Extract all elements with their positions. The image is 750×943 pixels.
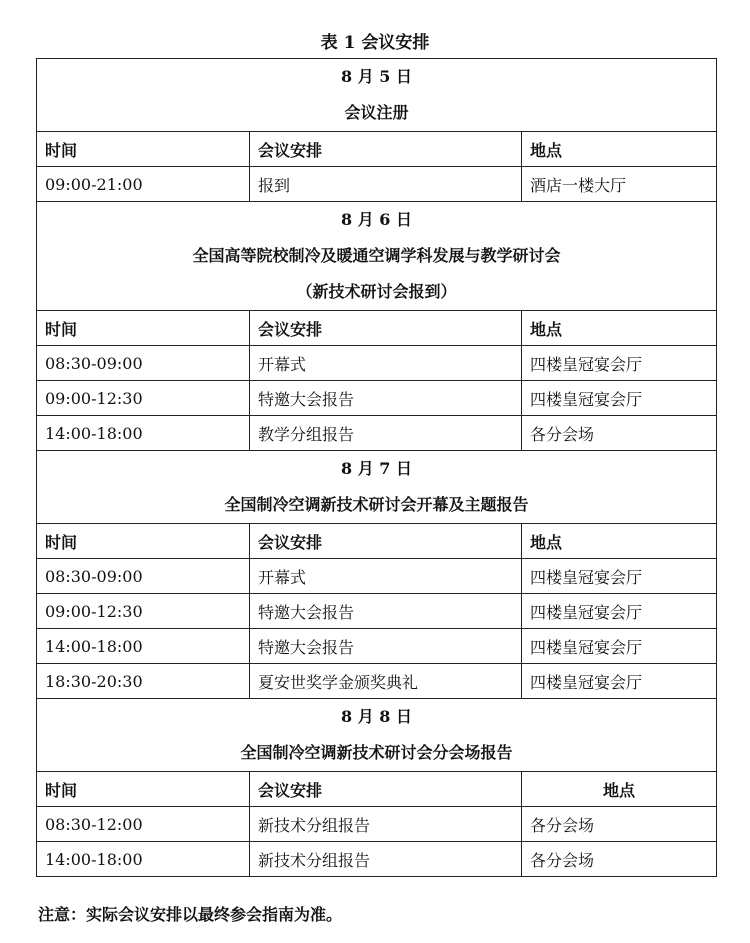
- day-date: 8 月 6 日: [341, 210, 412, 229]
- location-cell: 四楼皇冠宴会厅: [522, 559, 717, 594]
- column-header-row: [37, 311, 717, 346]
- table-row: [37, 416, 717, 451]
- footnote: 注意：实际会议安排以最终参会指南为准。: [38, 905, 343, 924]
- header-time: 时间: [37, 132, 250, 167]
- location-cell: 各分会场: [522, 416, 717, 451]
- table-row: [37, 167, 717, 202]
- time-cell: 14:00-18:00: [37, 842, 250, 877]
- schedule-table: [36, 58, 717, 877]
- day-header-cell: [37, 699, 717, 772]
- header-agenda: 会议安排: [250, 772, 522, 807]
- day-header-row: [37, 451, 717, 524]
- location-cell: 各分会场: [522, 842, 717, 877]
- location-cell: 四楼皇冠宴会厅: [522, 664, 717, 699]
- table-row: [37, 842, 717, 877]
- header-time: 时间: [37, 311, 250, 346]
- day-subtitle: 全国高等院校制冷及暖通空调学科发展与教学研讨会: [192, 246, 561, 265]
- day-date: 8 月 7 日: [341, 459, 412, 478]
- header-time: 时间: [37, 524, 250, 559]
- agenda-cell: 新技术分组报告: [250, 807, 522, 842]
- day-date: 8 月 5 日: [341, 67, 412, 86]
- time-cell: 09:00-12:30: [37, 381, 250, 416]
- table-row: [37, 559, 717, 594]
- header-agenda: 会议安排: [250, 524, 522, 559]
- column-header-row: [37, 132, 717, 167]
- time-cell: 14:00-18:00: [37, 416, 250, 451]
- day-subtitle: （新技术研讨会报到）: [296, 282, 457, 301]
- agenda-cell: 开幕式: [250, 559, 522, 594]
- day-header-row: [37, 59, 717, 132]
- table-row: [37, 664, 717, 699]
- day-header-cell: [37, 59, 717, 132]
- column-header-row: [37, 524, 717, 559]
- location-cell: 酒店一楼大厅: [522, 167, 717, 202]
- agenda-cell: 特邀大会报告: [250, 594, 522, 629]
- time-cell: 08:30-09:00: [37, 559, 250, 594]
- day-date: 8 月 8 日: [341, 707, 412, 726]
- location-cell: 四楼皇冠宴会厅: [522, 381, 717, 416]
- header-location: 地点: [522, 311, 717, 346]
- day-subtitle: 会议注册: [344, 103, 409, 122]
- location-cell: 各分会场: [522, 807, 717, 842]
- time-cell: 09:00-21:00: [37, 167, 250, 202]
- agenda-cell: 夏安世奖学金颁奖典礼: [250, 664, 522, 699]
- time-cell: 08:30-12:00: [37, 807, 250, 842]
- day-header-row: [37, 699, 717, 772]
- table-title: 表 1 会议安排: [320, 33, 430, 53]
- table-row: [37, 381, 717, 416]
- time-cell: 08:30-09:00: [37, 346, 250, 381]
- table-row: [37, 807, 717, 842]
- column-header-row: [37, 772, 717, 807]
- header-agenda: 会议安排: [250, 311, 522, 346]
- header-time: 时间: [37, 772, 250, 807]
- day-header-row: [37, 202, 717, 311]
- table-row: [37, 346, 717, 381]
- agenda-cell: 教学分组报告: [250, 416, 522, 451]
- table-row: [37, 629, 717, 664]
- header-location: 地点: [522, 524, 717, 559]
- agenda-cell: 特邀大会报告: [250, 629, 522, 664]
- agenda-cell: 开幕式: [250, 346, 522, 381]
- table-row: [37, 594, 717, 629]
- location-cell: 四楼皇冠宴会厅: [522, 346, 717, 381]
- time-cell: 14:00-18:00: [37, 629, 250, 664]
- time-cell: 09:00-12:30: [37, 594, 250, 629]
- time-cell: 18:30-20:30: [37, 664, 250, 699]
- header-location: 地点: [522, 132, 717, 167]
- location-cell: 四楼皇冠宴会厅: [522, 594, 717, 629]
- agenda-cell: 特邀大会报告: [250, 381, 522, 416]
- day-subtitle: 全国制冷空调新技术研讨会开幕及主题报告: [224, 495, 529, 514]
- agenda-cell: 新技术分组报告: [250, 842, 522, 877]
- header-location: 地点: [522, 772, 717, 807]
- location-cell: 四楼皇冠宴会厅: [522, 629, 717, 664]
- header-agenda: 会议安排: [250, 132, 522, 167]
- agenda-cell: 报到: [250, 167, 522, 202]
- day-header-cell: [37, 451, 717, 524]
- day-subtitle: 全国制冷空调新技术研讨会分会场报告: [240, 743, 513, 762]
- day-header-cell: [37, 202, 717, 311]
